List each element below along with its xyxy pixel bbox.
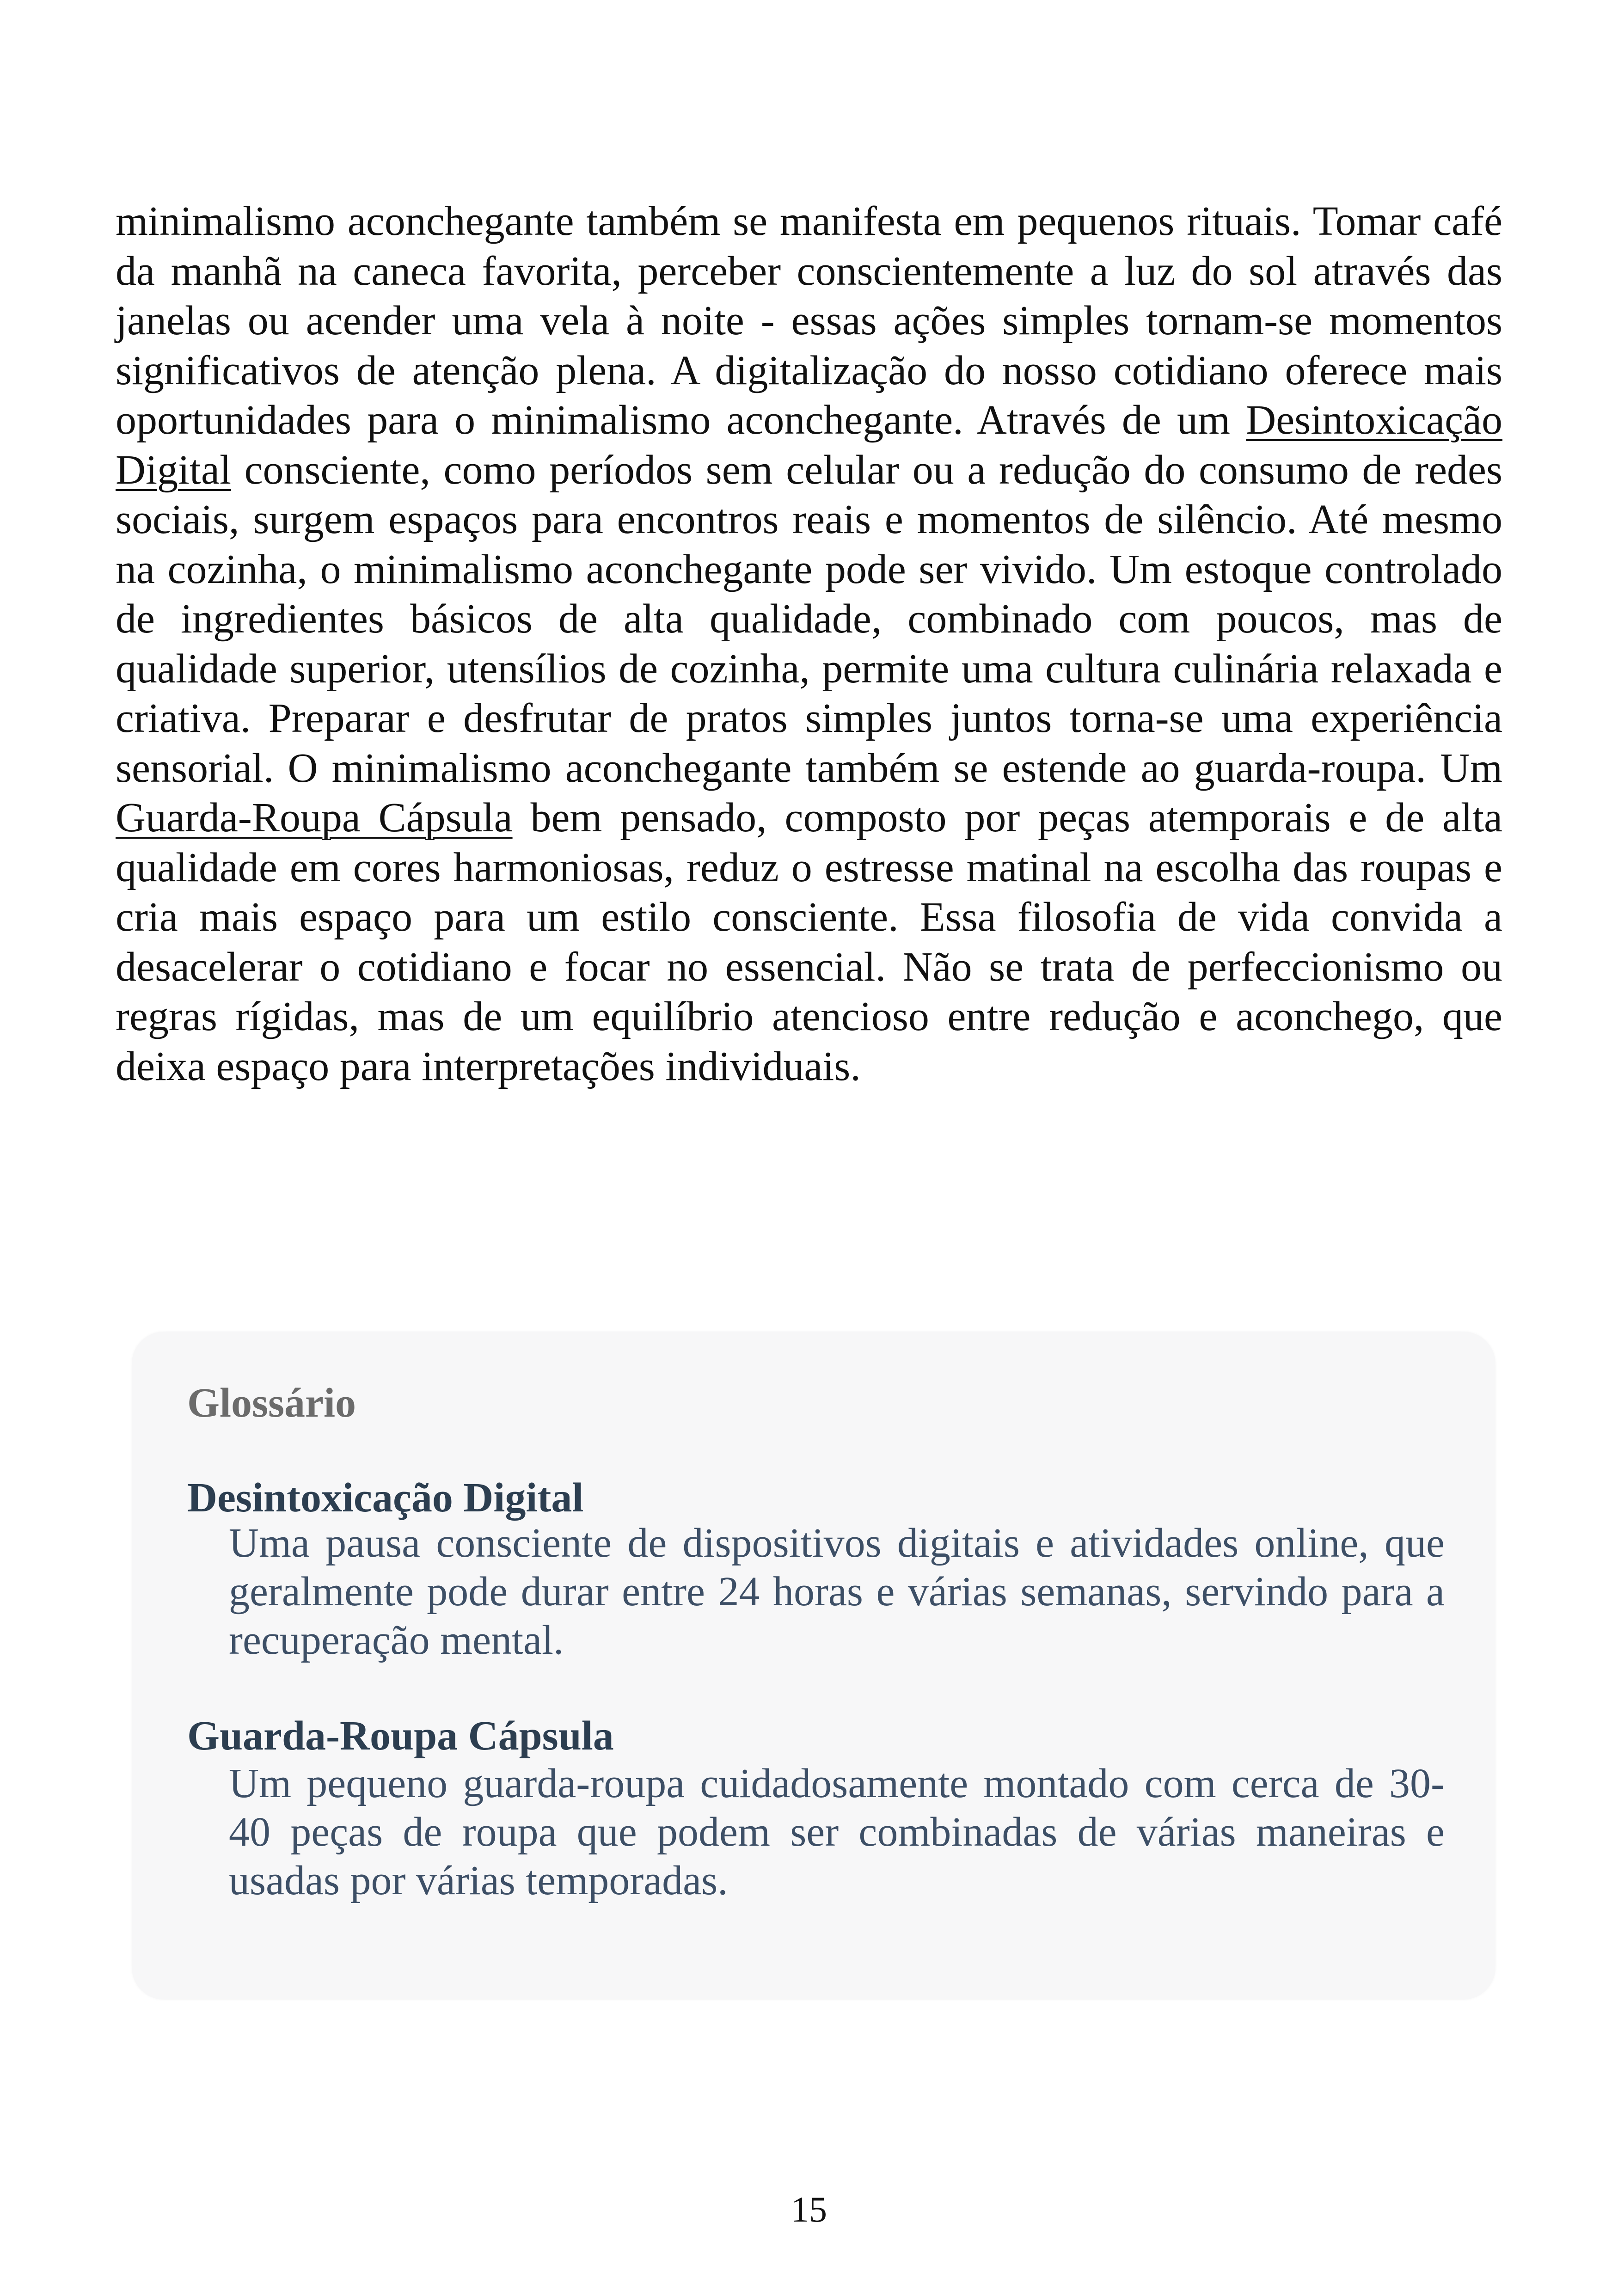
body-text-segment: bem pensado, composto por peças atemporais e de alta qualidade em cores harmoniosas, reduz o estresse matinal na escolha das roupas e cria mais espaço para um estilo consciente. Essa filosofia de vida convida a desacelerar o cotidiano e focar no essencial. Não se trata de perfeccionismo ou regras rígidas, mas de um equilíbrio atencioso entre redução e aconchego, que deixa espaço para interpretações individuais. — [116, 795, 1503, 1089]
glossary-definition-guarda-roupa-capsula: Um pequeno guarda-roupa cuidadosamente montado com cerca de 30-40 peças de roupa que podem ser combinadas de várias maneiras e usadas por várias temporadas. — [229, 1761, 1445, 1903]
glossary-box — [132, 1332, 1495, 2000]
glossary-term-desintoxicacao-digital: Desintoxicação Digital — [187, 1475, 584, 1521]
body-text-segment: consciente, como períodos sem celular ou a redução do consumo de redes sociais, surgem espaços para encontros reais e momentos de silêncio. Até mesmo na cozinha, o minimalismo aconchegante pode ser vivido. Um estoque controlado de ingredientes básicos de alta qualidade, combinado com poucos, mas de qualidade superior, utensílios de cozinha, permite uma cultura culinária relaxada e criativa. Preparar e desfrutar de pratos simples juntos torna-se uma experiência sensorial. O minimalismo aconchegante também se estende ao guarda-roupa. Um — [116, 447, 1502, 791]
glossary-link-guarda-roupa-capsula[interactable]: Guarda-Roupa Cápsula — [116, 795, 513, 841]
glossary-title: Glossário — [187, 1380, 356, 1426]
body-paragraph — [116, 196, 1502, 1091]
glossary-link-desintoxicacao-digital[interactable]: Desintoxicação Digital — [116, 397, 1502, 493]
glossary-term-guarda-roupa-capsula: Guarda-Roupa Cápsula — [187, 1713, 614, 1759]
glossary-definition-desintoxicacao-digital: Uma pausa consciente de dispositivos digitais e atividades online, que geralmente pode durar entre 24 horas e várias semanas, servindo para a recuperação mental. — [229, 1520, 1445, 1663]
body-text-segment: minimalismo aconchegante também se manifesta em pequenos rituais. Tomar café da manhã na caneca favorita, perceber conscientemente a luz do sol através das janelas ou acender uma vela à noite - essas ações simples tornam-se momentos significativos de atenção plena. A digitalização do nosso cotidiano oferece mais oportunidades para o minimalismo aconchegante. Através de um — [116, 198, 1502, 443]
page-number: 15 — [791, 2189, 827, 2229]
